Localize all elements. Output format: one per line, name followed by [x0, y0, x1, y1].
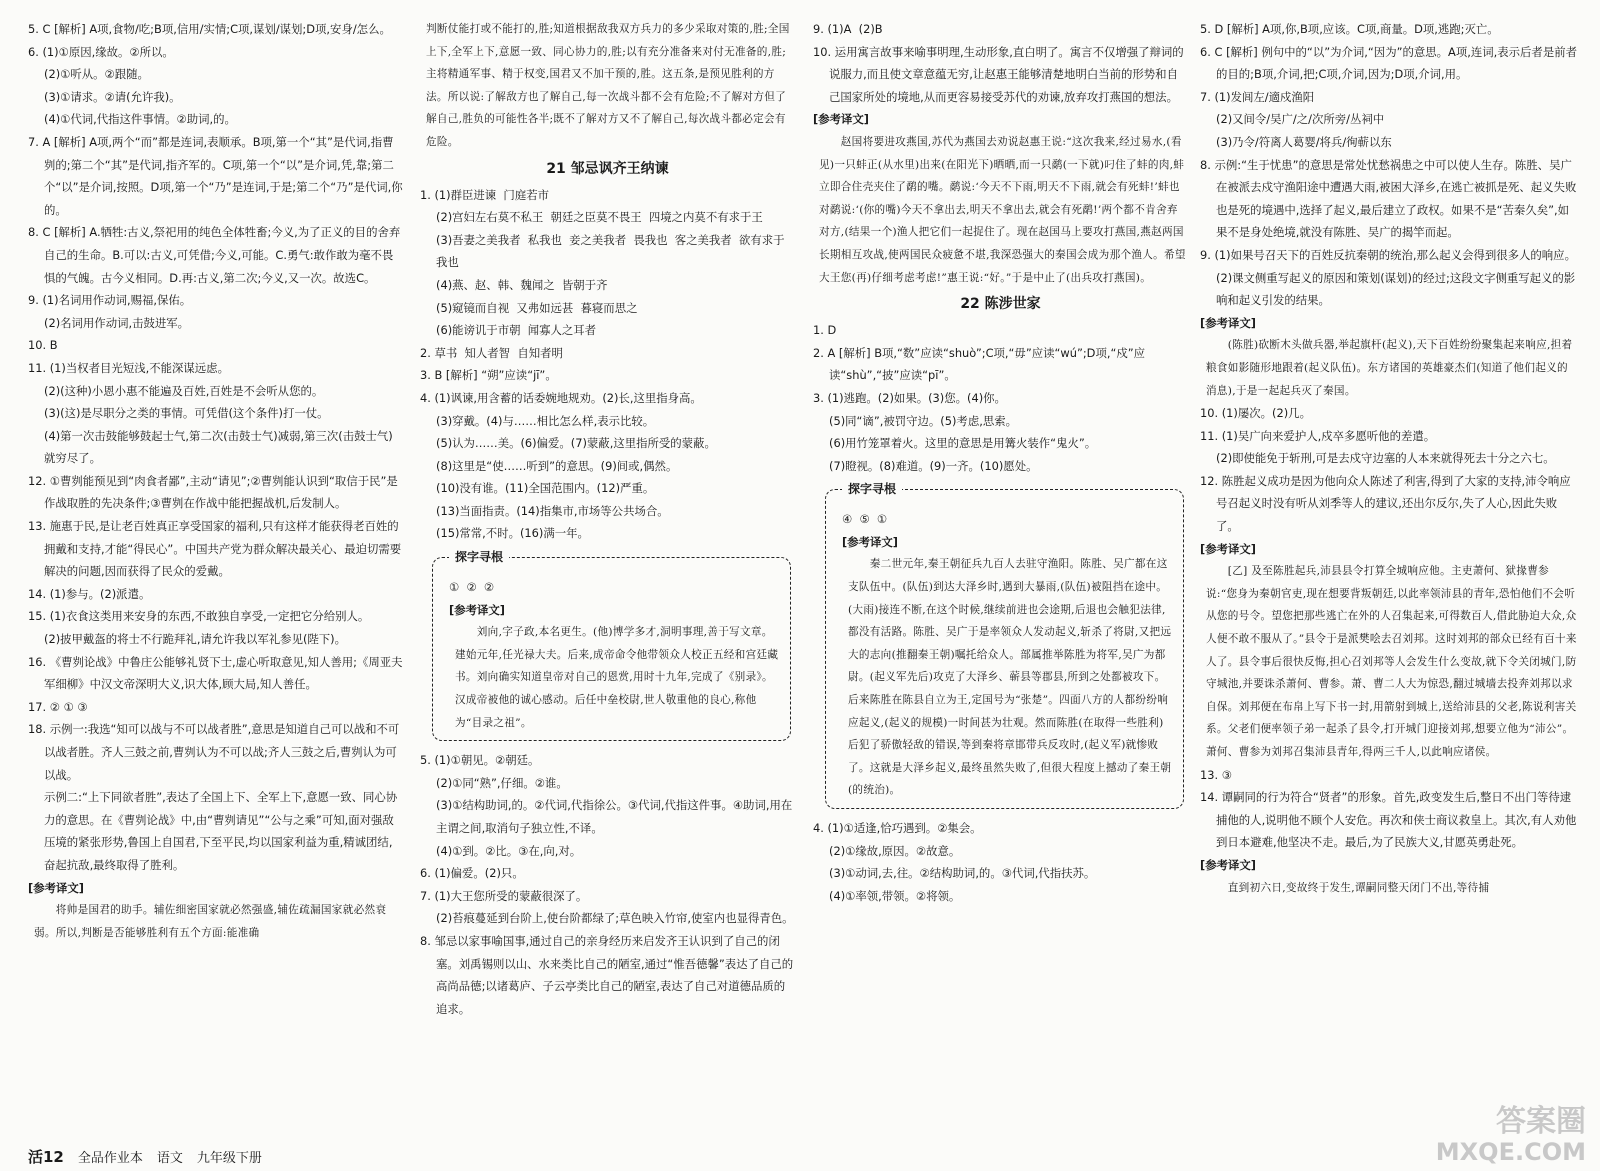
text-line: 5. C [解析] A项,食物/吃;B项,信用/实情;C项,谋划/谋划;D项,安身/怎么。 [28, 22, 391, 36]
text-line: 11. (1)当权者目光短浅,不能深谋远虑。 [28, 360, 229, 375]
text-line: 直到初六日,变故终于发生,谭嗣同整天闭门不出,等待捕 [1206, 881, 1490, 894]
text-line: 16. 《曹刿论战》中鲁庄公能够礼贤下士,虚心听取意见,知人善用;《周亚夫军细柳》中汉文帝深明大义,识大体,顾大局,知人善任。 [28, 654, 403, 692]
text-line: (3)乃令/符离人葛婴/将兵/徇蕲以东 [1216, 134, 1392, 149]
watermark-line2: MXQE.COM [1435, 1138, 1586, 1166]
text-line: [参考译文] [1200, 541, 1256, 556]
column-4 [1200, 18, 1578, 899]
text-line: [参考译文] [28, 880, 84, 895]
text-line: (3)①请求。②请(允许我)。 [44, 89, 181, 104]
column-3-part-b [813, 319, 1188, 477]
page-footer [28, 1146, 262, 1167]
text-line: (2)披甲戴盔的将士不行跪拜礼,请允许我以军礼参见(陛下)。 [44, 632, 347, 647]
text-line: (3)(这)是尽职分之类的事情。可凭借(这个条件)打一仗。 [44, 406, 329, 421]
text-line: 11. (1)吴广向来爱护人,戍卒多愿听他的差遣。 [1200, 428, 1436, 443]
text-line: 15. (1)衣食这类用来安身的东西,不敢独自享受,一定把它分给别人。 [28, 609, 370, 624]
text-line: 将帅是国君的助手。辅佐细密国家就必然强盛,辅佐疏漏国家就必然衰弱。所以,判断是否能够胜利有五个方面:能准确 [34, 904, 387, 939]
subject: 语文 [156, 1151, 183, 1166]
text-line: (5)窥镜而自视 又弗如远甚 暮寝而思之 [436, 300, 638, 315]
text-line: 1. D [813, 323, 837, 338]
text-line: 9. (1)名词用作动词,赐福,保佑。 [28, 293, 192, 308]
column-2-part-c [420, 749, 795, 1020]
column-1 [28, 18, 403, 944]
text-line: 12. 陈胜起义成功是因为他向众人陈述了利害,得到了大家的支持,沛令响应号召起义时没有听从刘季等人的建议,还出尔反尔,失了人心,因此失败了。 [1200, 473, 1571, 534]
column-2-part-b [420, 184, 795, 546]
text-line: 9. (1)如果号召天下的百姓反抗秦朝的统治,那么起义会得到很多人的响应。 [1200, 247, 1576, 262]
column-3-part-c [813, 817, 1188, 907]
text-line: 17. ② ① ③ [28, 699, 88, 714]
tanzi-box-1 [432, 550, 791, 741]
column-2 [420, 18, 795, 1020]
text-line: (3)①结构助词,的。②代词,代指徐公。③代词,代指这件事。④助词,用在主谓之间,取消句子独立性,不译。 [436, 798, 793, 835]
box-label: [参考译文] [842, 534, 898, 549]
text-line: 5. (1)①朝见。②朝廷。 [420, 753, 540, 768]
text-line: 赵国将要进攻燕国,苏代为燕国去劝说赵惠王说:“这次我来,经过易水,(看见)一只蚌正(从水里)出来(在阳光下)晒晒,而一只鹬(一下就)叼住了蚌的肉,蚌立即合住壳夹住了鹬的嘴。鹬说:‘今天不下雨,明天不下雨,就会有死蚌!’蚌也对鹬说:‘(你的嘴)今天不拿出去,明天不拿出去,就会有死鹬!’两个都不肯舍弃对方,(结果一个)渔人把它们一起捉住了。现在赵国马上要攻打燕国,燕赵两国长期相互攻战,使两国民众疲惫不堪,我深恐强大的秦国会成为那个渔人。希望大王您(再)仔细考虑考虑!”惠王说:“好。”于是中止了(出兵攻打燕国)。 [819, 135, 1186, 284]
text-line: 14. (1)参与。(2)派遣。 [28, 586, 151, 601]
text-line: (8)这里是“使……听到”的意思。(9)间或,偶然。 [436, 458, 678, 473]
text-line: 4. (1)讽谏,用含蓄的话委婉地规劝。(2)长,这里指身高。 [420, 390, 702, 405]
text-line: 3. (1)逃跑。(2)如果。(3)您。(4)你。 [813, 390, 1006, 405]
text-line: 判断仗能打或不能打的,胜;知道根据敌我双方兵力的多少采取对策的,胜;全国上下,全军上下,意愿一致、同心协力的,胜;以有充分准备来对付无准备的,胜;主将精通军事、精于权变,国君又不加干预的,胜。这五条,是预见胜利的方法。所以说:了解敌方也了解自己,每一次战斗都不会有危险;不了解对方但了解自己,胜负的可能性各半;既不了解对方又不了解自己,每次战斗都必定会有危险。 [426, 23, 790, 148]
text-line: (2)苔痕蔓延到台阶上,使台阶都绿了;草色映入竹帘,使室内也显得青色。 [436, 911, 794, 926]
box-text: 秦二世元年,秦王朝征兵九百人去驻守渔阳。陈胜、吴广都在这支队伍中。(队伍)到达大泽乡时,遇到大暴雨,(队伍)被阻挡在途中。(大雨)接连不断,在这个时候,继续前进也会途期,后退也会触犯法律,都没有活路。陈胜、吴广于是率领众人发动起义,斩杀了将尉,又把远大的志向(推翻秦王朝)嘱托给众人。部属推举陈胜为将军,吴广为都尉。(起义军先后)攻克了大泽乡、蕲县等郡县,所到之处都被攻下。后来陈胜在陈县自立为王,定国号为“张楚”。四面八方的人都纷纷响应起义,(起义的规模)一时间甚为壮观。然而陈胜(在取得一些胜利)后犯了骄傲轻敌的错误,等到秦将章邯带兵反攻时,(起义军)就惨败了。这就是大泽乡起义,最终虽然失败了,但很大程度上撼动了秦王朝(的统治)。 [848, 558, 1172, 797]
text-line: 6. (1)①原因,缘故。②所以。 [28, 44, 174, 59]
box-label: [参考译文] [449, 602, 505, 617]
text-line: (2)即使能免于斩刑,可是去戍守边塞的人本来就得死去十分之六七。 [1216, 451, 1555, 466]
text-line: (3)穿戴。(4)与……相比怎么样,表示比较。 [436, 413, 655, 428]
text-line: (2)又间令/吴广/之/次所旁/丛祠中 [1216, 112, 1385, 127]
page-number: 活12 [28, 1148, 64, 1166]
text-line: (2)①缘故,原因。②故意。 [829, 843, 961, 858]
text-line: 5. D [解析] A项,你,B项,应该。C项,商量。D项,逃跑;灭亡。 [1200, 22, 1499, 36]
text-line: 2. A [解析] B项,“数”应读“shuò”;C项,“毋”应读“wú”;D项,“戍”应读“shù”,“披”应读“pī”。 [813, 345, 1146, 383]
text-line: [参考译文] [1200, 315, 1256, 330]
text-line: (7)瞪视。(8)难道。(9)一齐。(10)愿处。 [829, 458, 1038, 473]
watermark [1435, 1104, 1586, 1167]
text-line: (3)吾妻之美我者 私我也 妾之美我者 畏我也 客之美我者 欲有求于我也 [436, 232, 785, 270]
column-2-part-a [420, 18, 795, 154]
text-line: [参考译文] [1200, 857, 1256, 872]
box-text: 刘向,字子政,本名更生。(他)博学多才,洞明事理,善于写文章。建始元年,任光禄大夫。后来,成帝命令他带领众人校正五经和宫廷藏书。刘向确实知道皇帝对自己的恩赏,用时十九年,完成了《别录》。汉成帝被他的诚心感动。后任中垒校尉,世人敬重他的良心,称他为“目录之祖”。 [455, 626, 779, 729]
text-line: (4)①率领,带领。②将领。 [829, 888, 961, 903]
text-line: 7. (1)大王您所受的蒙蔽很深了。 [420, 888, 588, 903]
text-line: 12. ①曹刿能预见到“肉食者鄙”,主动“请见”;②曹刿能认识到“取信于民”是作战取胜的先决条件;③曹刿在作战中能把握战机,后发制人。 [28, 473, 398, 511]
grade: 九年级下册 [196, 1151, 262, 1166]
text-line: (13)当面指责。(14)指集市,市场等公共场合。 [436, 503, 669, 518]
box-title: 探字寻根 [842, 478, 902, 501]
text-line: (2)①听从。②跟随。 [44, 67, 149, 82]
text-line: (5)认为……美。(6)偏爱。(7)蒙蔽,这里指所受的蒙蔽。 [436, 436, 716, 451]
text-line: 8. 邹忌以家事喻国事,通过自己的亲身经历来启发齐王认识到了自己的闭塞。刘禹锡则以山、水来类比自己的陋室,通过“惟吾德馨”表达了自己的高尚品德;以诸葛庐、子云亭类比自己的陋室,表达了自己对道德品质的追求。 [420, 933, 794, 1016]
text-line: 10. B [28, 338, 58, 353]
box-answer: ① ② ② [449, 580, 495, 595]
text-line: 4. (1)①适逢,恰巧遇到。②集会。 [813, 821, 982, 835]
text-line: 18. 示例一:我选“知可以战与不可以战者胜”,意思是知道自己可以战和不可以战者胜。齐人三鼓之前,曹刿认为不可以战;齐人三鼓之后,曹刿认为可以战。 [28, 722, 400, 782]
text-line: 7. (1)发闾左/適戍渔阳 [1200, 89, 1315, 104]
watermark-line1: 答案圈 [1496, 1104, 1586, 1139]
text-line: 8. 示例:“生于忧患”的意思是常处忧愁祸患之中可以使人生存。陈胜、吴广在被派去戍守渔阳途中遭遇大雨,被困大泽乡,在逃亡被抓是死、起义失败也是死的境遇中,选择了起义,最后建立了政权。如果不是“苦秦久矣”,如果不是身处绝境,就没有陈胜、吴广的揭竿而起。 [1200, 157, 1577, 240]
text-line: 6. (1)偏爱。(2)只。 [420, 866, 524, 881]
text-line: 13. ③ [1200, 767, 1232, 782]
text-line: (2)课文侧重写起义的原因和策划(谋划)的经过;这段文字侧重写起义的影响和起义引发的结果。 [1216, 270, 1576, 308]
text-line: 10. (1)屡次。(2)几。 [1200, 406, 1311, 421]
text-line: 1. (1)群臣进谏 门庭若市 [420, 187, 549, 202]
text-line: 2. 草书 知人者智 自知者明 [420, 345, 563, 360]
text-line: 6. C [解析] 例句中的“以”为介词,“因为”的意思。A项,连词,表示后者是前者的目的;B项,介词,把;C项,介词,因为;D项,介词,用。 [1200, 44, 1577, 82]
lesson-22-title: 22 陈涉世家 [960, 296, 1041, 313]
text-line: (4)第一次击鼓能够鼓起士气,第二次(击鼓士气)减弱,第三次(击鼓士气)就穷尽了。 [44, 428, 393, 466]
text-line: (3)①动词,去,往。②结构助词,的。③代词,代指扶苏。 [829, 866, 1096, 881]
tanzi-box-2 [825, 482, 1184, 809]
text-line: 14. 谭嗣同的行为符合“贤者”的形象。首先,政变发生后,整日不出门等待逮捕他的人,说明他不顾个人安危。再次和侠士商议救皇上。其次,有人劝他到日本避难,他坚决不走。最后,为了民族大义,甘愿英勇赴死。 [1200, 790, 1577, 850]
lesson-21-title: 21 邹忌讽齐王纳谏 [546, 160, 669, 177]
text-line: (4)①代词,代指这件事情。②助词,的。 [44, 112, 236, 127]
box-title: 探字寻根 [449, 546, 509, 569]
text-line: (10)没有谁。(11)全国范围内。(12)严重。 [436, 481, 655, 496]
book-name: 全品作业本 [77, 1151, 143, 1166]
text-line: 3. B [解析] “朔”应读“jī”。 [420, 368, 557, 383]
column-3 [813, 18, 1188, 907]
box-answer: ④ ⑤ ① [842, 512, 888, 527]
text-line: (6)能谤讥于市朝 闻寡人之耳者 [436, 323, 597, 338]
text-line: (2)①同“熟”,仔细。②谁。 [436, 775, 568, 790]
text-line: 7. A [解析] A项,两个“而”都是连词,表顺承。B项,第一个“其”是代词,指曹刿的;第二个“其”是代词,指齐军的。C项,第一个“以”是介词,凭,靠;第二个“以”是介词,按照。D项,第一个“乃”是连词,于是;第二个“乃”是代词,你的。 [28, 134, 403, 217]
text-line: [参考译文] [813, 112, 869, 127]
text-line: 13. 施惠于民,是让老百姓真正享受国家的福利,只有这样才能获得老百姓的拥戴和支持,才能“得民心”。中国共产党为群众解决最关心、最迫切需要解决的问题,因而获得了民众的爱戴。 [28, 519, 402, 579]
text-line: (6)用竹笼罩着火。这里的意思是用篝火装作“鬼火”。 [829, 436, 1097, 451]
text-line: 9. (1)A (2)B [813, 22, 883, 36]
text-line: (15)常常,不时。(16)满一年。 [436, 526, 589, 541]
text-line: 8. C [解析] A.牺牲:古义,祭祀用的纯色全体牲畜;今义,为了正义的目的舍弃自己的生命。B.可以:古义,可凭借;今义,可能。C.勇气:敢作敢为毫不畏惧的气魄。古今义相同。D.再:古义,第二次;今义,又一次。故选C。 [28, 225, 401, 285]
text-line: (4)燕、赵、韩、魏闻之 皆朝于齐 [436, 277, 608, 292]
text-line: [乙] 及至陈胜起兵,沛县县令打算全城响应他。主吏萧何、狱掾曹参说:“您身为秦朝官吏,现在想要背叛朝廷,以此率领沛县的青年,恐怕他们不会听从您的号令。望您把那些逃亡在外的人召集起来,可得数百人,借此胁迫大众,众人便不敢不服从了。”县令于是派樊哙去召刘邦。这时刘邦的部众已经有百十来人了。县令事后很快反悔,担心召刘邦等人会发生什么变故,就下令关闭城门,防守城池,并要诛杀萧何、曹参。萧、曹二人大为惊恐,翻过城墙去投奔刘邦以求自保。刘邦便在布帛上写下书一封,用箭射到城上,送给沛县的父老,陈说利害关系。父老们便率领子弟一起杀了县令,打开城门迎接刘邦,想要立他为“沛公”。萧何、曹参为刘邦召集沛县青年,得两三千人,以此响应诸侯。 [1206, 565, 1577, 758]
text-line: (陈胜)砍断木头做兵器,举起旗杆(起义),天下百姓纷纷聚集起来响应,担着粮食如影随形地跟着(起义队伍)。东方诸国的英雄豪杰们(知道了他们起义的消息),于是一起起兵灭了秦国。 [1206, 339, 1573, 397]
text-line: (2)(这种)小恩小惠不能遍及百姓,百姓是不会听从您的。 [44, 383, 324, 398]
text-line: (2)名词用作动词,击鼓进军。 [44, 315, 190, 330]
text-line: 10. 运用寓言故事来喻事明理,生动形象,直白明了。寓言不仅增强了辩词的说服力,而且使文章意蕴无穷,让赵惠王能够清楚地明白当前的形势和自己国家所处的境地,从而更容易接受苏代的劝谏,放弃攻打燕国的想法。 [813, 44, 1184, 104]
text-line: 示例二:“上下同欲者胜”,表达了全国上下、全军上下,意愿一致、同心协力的意思。在《曹刿论战》中,由“曹刿请见”“公与之乘”可知,面对强敌压境的紧张形势,鲁国上自国君,下至平民,均以国家利益为重,精诚团结,奋起抗敌,最终取得了胜利。 [44, 790, 398, 872]
text-line: (4)①到。②比。③在,向,对。 [436, 843, 582, 858]
column-3-part-a [813, 18, 1188, 289]
text-line: (5)同“谪”,被罚守边。(5)考虑,思索。 [829, 413, 1018, 428]
text-line: (2)宫妇左右莫不私王 朝廷之臣莫不畏王 四境之内莫不有求于王 [436, 210, 763, 225]
